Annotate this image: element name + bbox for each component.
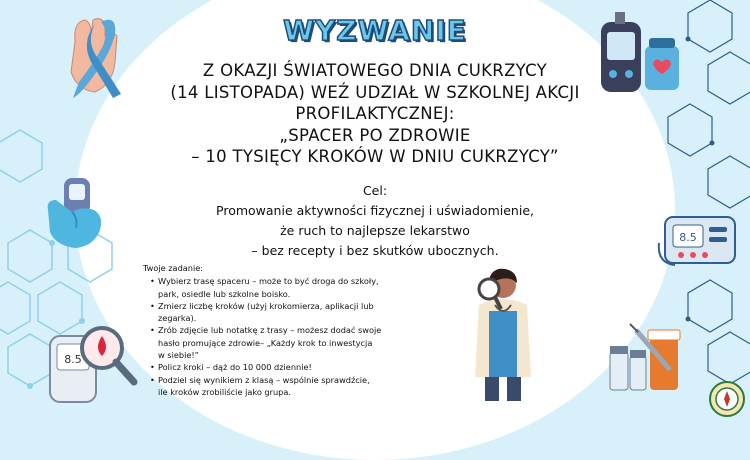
headline-line: „SPACER PO ZDROWIE [279,125,471,145]
goal-line: – bez recepty i bez skutków ubocznych. [251,243,499,258]
list-item [153,361,473,373]
goal-section [150,181,600,261]
list-item-line: • Zrób zdjęcie lub notatkę z trasy – możesz dodać swoje [158,325,382,336]
headline-line: (14 LISTOPADA) WEŹ UDZIAŁ W SZKOLNEJ AKCJI [170,82,580,102]
list-item-line: zegarka). [158,313,197,324]
goal-line: że ruch to najlepsze lekarstwo [280,223,470,238]
insulin-pump-icon [655,213,740,268]
vials-syringe-icon [600,322,690,397]
list-item [153,300,473,325]
headline-line: – 10 TYSIĘCY KROKÓW W DNIU CUKRZYCY” [191,147,559,166]
headline-line: PROFILAKTYCZNEJ: [295,104,455,123]
headline [120,60,630,168]
list-item-line: • Policz kroki – dąż do 10 000 dziennie! [158,362,312,373]
glucometer-reading: 8.5 [64,353,82,366]
task-list [143,275,473,398]
goal-line: Promowanie aktywności fizycznej i uświadomienie, [216,203,534,218]
list-item-line: hasło promujące zdrowie– „Każdy krok to inwestycja [158,337,373,348]
list-item [153,324,473,361]
task-section [143,262,473,398]
hand-ribbon-icon [55,12,135,102]
list-item-line: w siebie!” [158,350,199,361]
goal-label: Cel: [362,183,388,198]
glucometer-magnifier-icon [42,318,142,408]
list-item-line: park, osiedle lub szkolne boisko. [158,288,291,299]
list-item [153,275,473,300]
list-item-line: • Podziel się wynikiem z klasą – wspólnie sprawdźcie, [158,374,370,385]
list-item-line: ile kroków zrobiliście jako grupa. [158,386,292,397]
headline-line: Z OKAZJI ŚWIATOWEGO DNIA CUKRZYCY [202,61,548,80]
list-item-line: • Zmierz liczbę kroków (użyj krokomierza, aplikacji lub [158,300,374,311]
page-title: WYZWANIE [283,14,467,47]
list-item [153,374,473,399]
school-seal-logo [708,380,746,418]
glove-glucometer-icon [42,170,112,250]
glucometer-device-icon [595,10,685,95]
insulin-pump-reading: 8.5 [679,231,697,244]
list-item-line: • Wybierz trasę spaceru – może to być droga do szkoły, [158,276,379,287]
doctor-magnifier-icon [465,265,540,405]
task-heading: Twoje zadanie: [143,263,204,273]
